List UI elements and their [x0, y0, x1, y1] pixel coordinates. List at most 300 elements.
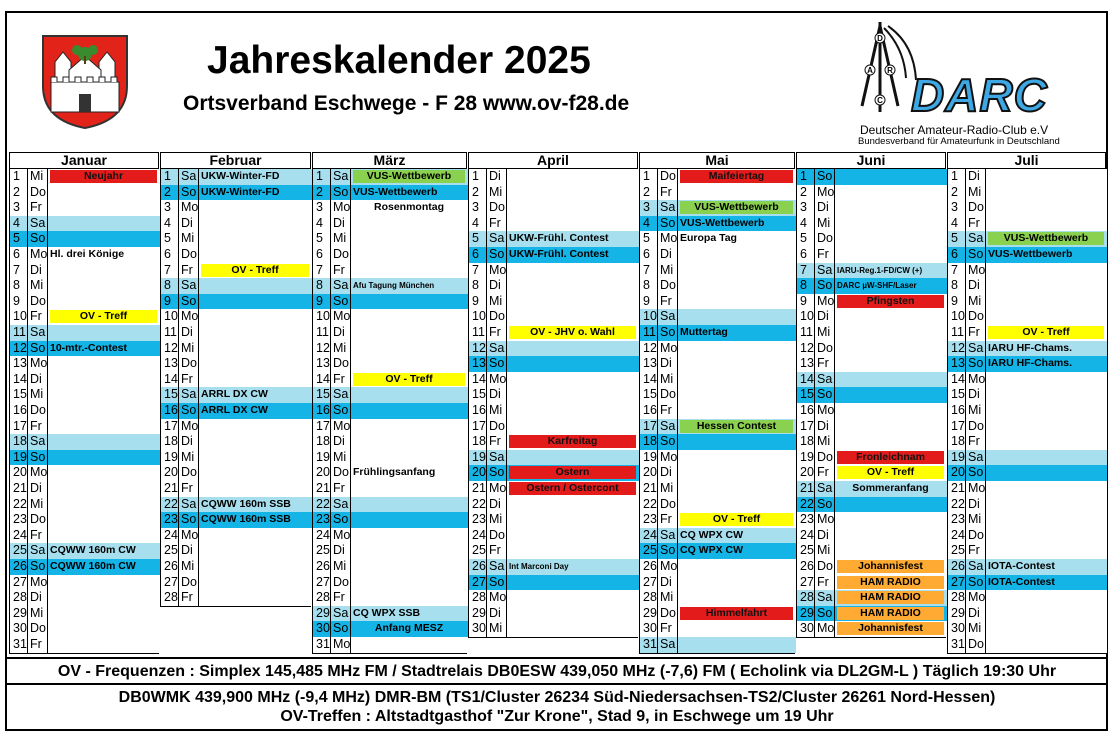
weekday: Fr: [817, 574, 829, 589]
weekday: So: [817, 387, 833, 402]
day-number: 28: [164, 590, 178, 605]
weekday: Mi: [181, 231, 195, 246]
day-number: 27: [800, 574, 814, 589]
event-label: IARU HF-Chams.: [988, 341, 1073, 354]
cell-divider: [486, 419, 487, 435]
cell-divider: [677, 247, 678, 263]
weekday: So: [333, 512, 349, 527]
weekday: Sa: [333, 496, 349, 511]
day-row: [468, 309, 638, 326]
cell-divider: [506, 497, 507, 513]
day-row: [9, 621, 159, 638]
weekday: So: [817, 496, 833, 511]
weekday: Mo: [817, 621, 835, 636]
cell-divider: [27, 434, 28, 450]
day-number: 13: [800, 356, 814, 371]
day-row: [312, 637, 467, 654]
day-number: 15: [472, 387, 486, 402]
weekday: So: [333, 184, 349, 199]
cell-divider: [27, 621, 28, 637]
cell-divider: [330, 481, 331, 497]
weekday: So: [817, 605, 833, 620]
day-row: [468, 403, 638, 420]
cell-divider: [330, 216, 331, 232]
cell-divider: [330, 200, 331, 216]
weekday: Di: [489, 387, 501, 402]
cell-divider: [178, 216, 179, 232]
day-row: [160, 278, 311, 295]
day-row: [9, 372, 159, 389]
cell-divider: [834, 606, 835, 622]
weekday: Di: [660, 356, 672, 371]
weekday: Sa: [660, 418, 676, 433]
weekday: Sa: [660, 309, 676, 324]
weekday: So: [968, 356, 984, 371]
event-label: CQ WPX CW: [680, 528, 743, 541]
cell-divider: [985, 278, 986, 294]
day-number: 25: [951, 543, 965, 558]
day-row: [160, 497, 311, 514]
weekday: Mi: [489, 184, 503, 199]
event-label: Johannisfest: [837, 622, 944, 635]
day-number: 8: [164, 278, 171, 293]
weekday: Fr: [333, 481, 345, 495]
weekday: Mi: [30, 278, 44, 293]
day-row: [947, 543, 1106, 560]
weekday: Do: [333, 356, 349, 371]
day-row: [639, 325, 795, 342]
weekday: Di: [333, 215, 345, 230]
weekday: Do: [181, 247, 197, 261]
cell-divider: [985, 341, 986, 357]
day-row: [312, 403, 467, 420]
cell-divider: [814, 559, 815, 575]
weekday: Di: [968, 605, 980, 620]
cell-divider: [814, 356, 815, 372]
day-number: 1: [643, 169, 650, 183]
weekday: Mo: [660, 449, 678, 464]
weekday: Fr: [333, 262, 345, 277]
weekday: Mo: [333, 527, 351, 542]
cell-divider: [47, 387, 48, 403]
cell-divider: [47, 278, 48, 294]
cell-divider: [834, 528, 835, 544]
day-row: [639, 356, 795, 373]
cell-divider: [330, 528, 331, 544]
day-number: 11: [800, 325, 813, 339]
cell-divider: [198, 465, 199, 481]
cell-divider: [27, 325, 28, 341]
cell-divider: [486, 200, 487, 216]
day-row: [9, 216, 159, 233]
day-number: 16: [643, 403, 657, 417]
day-row: [796, 543, 946, 560]
cell-divider: [677, 621, 678, 637]
day-row: [468, 590, 638, 607]
day-number: 6: [13, 247, 20, 261]
cell-divider: [350, 387, 351, 403]
day-number: 20: [164, 465, 178, 480]
cell-divider: [47, 185, 48, 201]
weekday: Mi: [817, 543, 831, 558]
cell-divider: [657, 278, 658, 294]
day-row: [9, 419, 159, 436]
cell-divider: [965, 231, 966, 247]
day-number: 5: [13, 231, 20, 246]
weekday: So: [333, 403, 349, 417]
weekday: Fr: [181, 590, 193, 605]
cell-divider: [330, 434, 331, 450]
day-number: 29: [13, 605, 27, 620]
weekday: Mo: [968, 590, 986, 605]
day-number: 7: [316, 262, 323, 277]
day-number: 26: [472, 559, 486, 573]
event-label: IARU-Reg.1-FD/CW (+): [837, 265, 923, 275]
cell-divider: [27, 481, 28, 497]
cell-divider: [486, 263, 487, 279]
day-number: 14: [800, 371, 814, 386]
cell-divider: [350, 543, 351, 559]
day-row: [947, 606, 1106, 623]
day-number: 1: [951, 169, 958, 183]
day-row: [9, 185, 159, 202]
cell-divider: [198, 216, 199, 232]
day-number: 22: [643, 496, 657, 511]
cell-divider: [965, 403, 966, 419]
day-row: [312, 497, 467, 514]
weekday: Mo: [968, 481, 986, 495]
weekday: Fr: [817, 356, 829, 371]
day-number: 16: [13, 403, 27, 417]
weekday: Do: [817, 340, 833, 355]
day-number: 30: [13, 621, 27, 636]
day-number: 13: [164, 356, 178, 371]
cell-divider: [178, 512, 179, 528]
day-row: [9, 575, 159, 592]
cell-divider: [506, 247, 507, 263]
day-row: [947, 200, 1106, 217]
cell-divider: [350, 185, 351, 201]
cell-divider: [178, 543, 179, 559]
day-row: [9, 528, 159, 545]
day-number: 4: [472, 215, 479, 230]
day-row: [796, 278, 946, 295]
cell-divider: [506, 450, 507, 466]
cell-divider: [198, 512, 199, 528]
cell-divider: [47, 637, 48, 653]
day-number: 15: [643, 387, 657, 402]
day-row: [312, 372, 467, 389]
cell-divider: [814, 575, 815, 591]
cell-divider: [27, 372, 28, 388]
day-row: [160, 247, 311, 264]
day-number: 23: [643, 512, 657, 527]
event-label: Muttertag: [680, 326, 728, 338]
day-row: [796, 512, 946, 529]
day-number: 10: [951, 309, 965, 324]
cell-divider: [657, 263, 658, 279]
cell-divider: [178, 403, 179, 419]
svg-text:C: C: [877, 96, 883, 105]
weekday: Mo: [30, 356, 48, 371]
day-number: 21: [13, 481, 27, 495]
cell-divider: [506, 465, 507, 481]
day-row: [160, 325, 311, 342]
day-number: 14: [13, 371, 27, 386]
weekday: Di: [30, 481, 42, 495]
day-row: [160, 341, 311, 358]
weekday: Fr: [660, 512, 672, 527]
weekday: So: [817, 169, 833, 183]
day-row: [796, 185, 946, 202]
event-label: Sommeranfang: [852, 482, 929, 494]
day-row: [947, 481, 1106, 498]
day-number: 27: [164, 574, 178, 589]
weekday: Mo: [817, 293, 835, 308]
day-number: 19: [316, 449, 330, 464]
cell-divider: [486, 341, 487, 357]
day-row: [639, 403, 795, 420]
day-number: 21: [316, 481, 330, 495]
day-number: 2: [472, 184, 479, 199]
day-number: 19: [800, 449, 814, 464]
day-row: [160, 200, 311, 217]
month-header: Januar: [9, 152, 159, 169]
cell-divider: [198, 434, 199, 450]
cell-divider: [330, 325, 331, 341]
weekday: Fr: [30, 637, 42, 651]
day-number: 26: [316, 559, 330, 573]
weekday: Di: [181, 434, 193, 449]
day-row: [796, 621, 946, 638]
cell-divider: [965, 575, 966, 591]
cell-divider: [486, 247, 487, 263]
cell-divider: [178, 309, 179, 325]
day-number: 9: [472, 293, 479, 308]
weekday: Mo: [30, 465, 48, 480]
cell-divider: [506, 606, 507, 622]
weekday: So: [968, 247, 984, 261]
day-number: 23: [800, 512, 814, 527]
day-number: 4: [951, 215, 958, 230]
weekday: Mo: [333, 637, 351, 651]
cell-divider: [350, 247, 351, 263]
day-number: 3: [643, 200, 650, 215]
day-number: 7: [13, 262, 20, 277]
cell-divider: [27, 231, 28, 247]
weekday: Di: [660, 247, 672, 261]
weekday: Mo: [181, 200, 199, 215]
cell-divider: [965, 481, 966, 497]
day-number: 10: [164, 309, 178, 324]
weekday: Mo: [181, 309, 199, 324]
weekday: Sa: [660, 637, 676, 651]
weekday: So: [660, 215, 676, 230]
darc-logo-text: DARC: [911, 69, 1048, 121]
cell-divider: [657, 356, 658, 372]
day-row: [796, 528, 946, 545]
day-row: [9, 590, 159, 607]
cell-divider: [677, 528, 678, 544]
day-row: [9, 341, 159, 358]
day-number: 5: [951, 231, 958, 246]
cell-divider: [506, 169, 507, 185]
day-row: [312, 216, 467, 233]
day-number: 5: [472, 231, 479, 246]
day-number: 19: [951, 449, 965, 464]
day-number: 16: [800, 403, 814, 417]
day-number: 14: [951, 371, 965, 386]
weekday: So: [181, 184, 197, 199]
cell-divider: [27, 465, 28, 481]
day-number: 9: [951, 293, 958, 308]
weekday: Di: [817, 418, 829, 433]
weekday: Di: [333, 434, 345, 449]
cell-divider: [506, 294, 507, 310]
weekday: Mi: [333, 231, 347, 246]
event-label: Pfingsten: [837, 295, 944, 308]
weekday: Sa: [817, 590, 833, 605]
cell-divider: [486, 528, 487, 544]
cell-divider: [27, 387, 28, 403]
cell-divider: [198, 231, 199, 247]
svg-text:D: D: [877, 34, 883, 43]
cell-divider: [677, 434, 678, 450]
day-number: 7: [643, 262, 650, 277]
cell-divider: [834, 169, 835, 185]
day-number: 11: [643, 325, 656, 339]
day-number: 24: [472, 527, 486, 542]
cell-divider: [178, 481, 179, 497]
cell-divider: [814, 216, 815, 232]
cell-divider: [350, 216, 351, 232]
weekday: Mo: [817, 512, 835, 527]
day-number: 25: [316, 543, 330, 558]
day-number: 21: [800, 481, 814, 495]
cell-divider: [350, 450, 351, 466]
day-number: 4: [164, 215, 171, 230]
day-number: 19: [164, 449, 178, 464]
day-number: 23: [472, 512, 486, 527]
cell-divider: [198, 263, 199, 279]
cell-divider: [330, 621, 331, 637]
weekday: Di: [660, 465, 672, 480]
event-label: 10-mtr.-Contest: [50, 341, 128, 354]
day-row: [9, 294, 159, 311]
weekday: Sa: [30, 325, 46, 339]
day-row: [9, 309, 159, 326]
event-label: ARRL DX CW: [201, 404, 268, 416]
day-number: 24: [643, 527, 657, 542]
cell-divider: [506, 419, 507, 435]
cell-divider: [985, 200, 986, 216]
darc-tagline: Bundesverband für Amateurfunk in Deutschland: [858, 136, 1060, 147]
cell-divider: [27, 528, 28, 544]
cell-divider: [27, 341, 28, 357]
day-row: [796, 309, 946, 326]
day-row: [639, 309, 795, 326]
cell-divider: [486, 590, 487, 606]
day-number: 25: [13, 543, 27, 558]
cell-divider: [486, 185, 487, 201]
day-number: 26: [643, 559, 657, 573]
cell-divider: [677, 387, 678, 403]
cell-divider: [486, 481, 487, 497]
cell-divider: [657, 512, 658, 528]
cell-divider: [198, 169, 199, 185]
day-row: [312, 528, 467, 545]
day-row: [9, 559, 159, 576]
day-row: [947, 341, 1106, 358]
page-title: Jahreskalender 2025: [207, 39, 591, 82]
cell-divider: [677, 606, 678, 622]
cell-divider: [486, 575, 487, 591]
cell-divider: [506, 356, 507, 372]
weekday: So: [30, 231, 46, 246]
day-row: [468, 200, 638, 217]
day-row: [639, 231, 795, 248]
cell-divider: [198, 325, 199, 341]
day-number: 20: [951, 465, 965, 480]
day-number: 25: [643, 543, 657, 558]
weekday: Di: [333, 543, 345, 558]
day-number: 12: [951, 340, 965, 355]
cell-divider: [486, 231, 487, 247]
day-number: 14: [643, 371, 657, 386]
cell-divider: [178, 325, 179, 341]
event-label: OV - Treff: [680, 513, 793, 526]
day-row: [160, 263, 311, 280]
cell-divider: [985, 419, 986, 435]
weekday: Mi: [30, 496, 44, 511]
day-number: 11: [472, 325, 485, 339]
cell-divider: [486, 434, 487, 450]
weekday: Mo: [489, 590, 507, 605]
day-number: 7: [164, 262, 171, 277]
weekday: Fr: [660, 293, 672, 308]
day-row: [947, 419, 1106, 436]
day-row: [468, 528, 638, 545]
weekday: Mo: [817, 184, 835, 199]
cell-divider: [47, 559, 48, 575]
weekday: Mo: [660, 231, 678, 246]
day-row: [796, 294, 946, 311]
day-number: 4: [800, 215, 807, 230]
cell-divider: [657, 387, 658, 403]
day-number: 15: [164, 387, 178, 402]
weekday: Mi: [817, 434, 831, 449]
cell-divider: [985, 231, 986, 247]
day-row: [160, 372, 311, 389]
day-number: 30: [951, 621, 965, 636]
event-label: CQWW 160m CW: [50, 560, 136, 572]
weekday: Fr: [968, 215, 980, 230]
day-row: [639, 621, 795, 638]
day-row: [947, 372, 1106, 389]
cell-divider: [27, 419, 28, 435]
day-row: [947, 590, 1106, 607]
day-row: [639, 372, 795, 389]
cell-divider: [657, 200, 658, 216]
weekday: So: [181, 403, 197, 417]
weekday: Mi: [333, 340, 347, 355]
footer-frequencies: OV - Frequenzen : Simplex 145,485 MHz FM / Stadtrelais DB0ESW 439,050 MHz (-7,6) FM ( Echolink via DL2GM-L ) Täglich 19:30 Uhr: [7, 657, 1107, 685]
day-number: 27: [316, 574, 330, 589]
weekday: Di: [181, 215, 193, 230]
cell-divider: [350, 590, 351, 606]
day-row: [639, 512, 795, 529]
weekday: Sa: [489, 340, 505, 355]
